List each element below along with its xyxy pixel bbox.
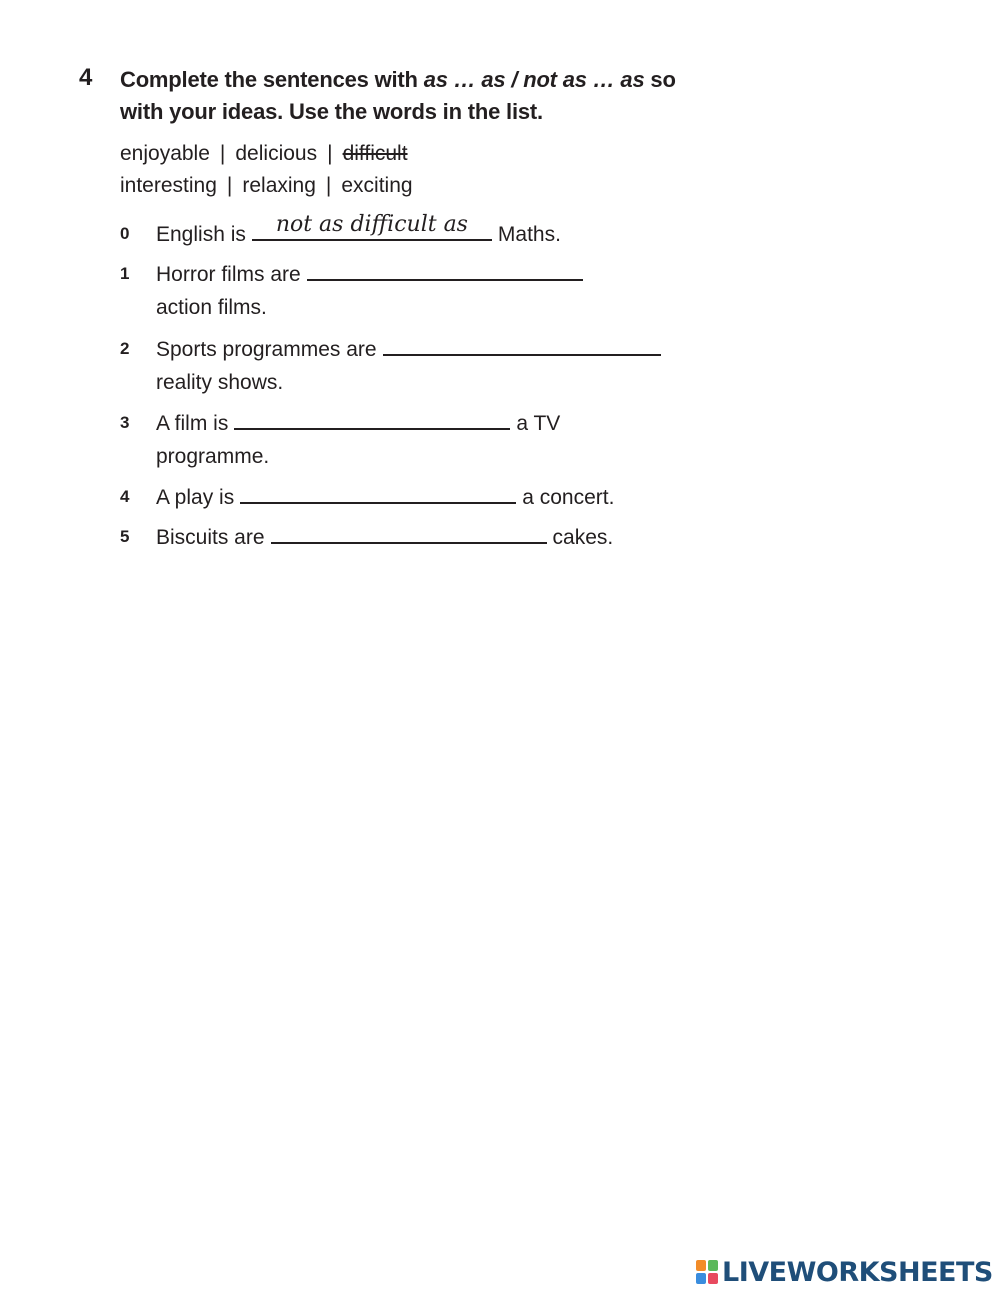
item-before: English is [156, 223, 246, 246]
logo-tile-icon [708, 1273, 718, 1284]
answer-blank-3[interactable] [234, 406, 510, 430]
word-separator: | [226, 174, 233, 197]
item-after: cakes. [552, 526, 614, 549]
item-text [156, 212, 561, 252]
word-delicious: delicious [235, 142, 318, 165]
word-difficult-crossed-out: difficult [342, 142, 408, 165]
word-relaxing: relaxing [242, 174, 316, 197]
liveworksheets-logo [696, 1252, 993, 1292]
instruction-text-end: so with your ideas. Use the words in the list. [120, 67, 676, 124]
instruction-structure: as … as / not as … as [423, 67, 645, 92]
item-before: A film is [156, 412, 229, 435]
logo-text: LIVEWORKSHEETS [722, 1256, 993, 1288]
answer-blank-4[interactable] [240, 480, 516, 504]
item-before: Sports programmes are [156, 338, 377, 361]
exercise-number: 4 [79, 64, 93, 91]
item-number: 4 [120, 487, 130, 506]
answer-blank-1[interactable] [307, 257, 583, 281]
word-interesting: interesting [120, 174, 217, 197]
item-before: A play is [156, 486, 235, 509]
item-after: a concert. [522, 486, 615, 509]
logo-tile-icon [708, 1260, 718, 1271]
logo-tile-icon [696, 1273, 706, 1284]
item-continuation: programme. [156, 445, 270, 468]
item-number: 3 [120, 413, 130, 432]
item-before: Horror films are [156, 263, 301, 286]
word-separator: | [219, 142, 226, 165]
item-number: 2 [120, 339, 130, 358]
item-continuation: action films. [156, 296, 267, 319]
item-number: 1 [120, 264, 130, 283]
item-text [156, 406, 560, 441]
item-after: a TV [516, 412, 561, 435]
answer-blank-0 [252, 212, 492, 241]
example-answer: not as difficult as [275, 212, 468, 237]
word-list-line-1 [120, 138, 720, 170]
item-text [156, 332, 667, 367]
answer-blank-5[interactable] [271, 520, 547, 544]
item-continuation: reality shows. [156, 371, 284, 394]
item-text [156, 480, 614, 515]
item-number: 0 [120, 224, 130, 243]
word-list-line-2 [120, 170, 720, 202]
word-exciting: exciting [341, 174, 413, 197]
exercise-instruction [120, 64, 680, 128]
item-text [156, 257, 589, 292]
word-separator: | [327, 142, 333, 165]
instruction-text-start: Complete the sentences with [120, 67, 424, 92]
item-before: Biscuits are [156, 526, 265, 549]
item-after: Maths. [497, 223, 561, 246]
item-text [156, 520, 613, 555]
word-enjoyable: enjoyable [120, 142, 210, 165]
liveworksheets-logo-icon [696, 1260, 718, 1284]
logo-tile-icon [696, 1260, 706, 1271]
word-separator: | [325, 174, 332, 197]
answer-blank-2[interactable] [383, 332, 661, 356]
item-number: 5 [120, 527, 130, 546]
